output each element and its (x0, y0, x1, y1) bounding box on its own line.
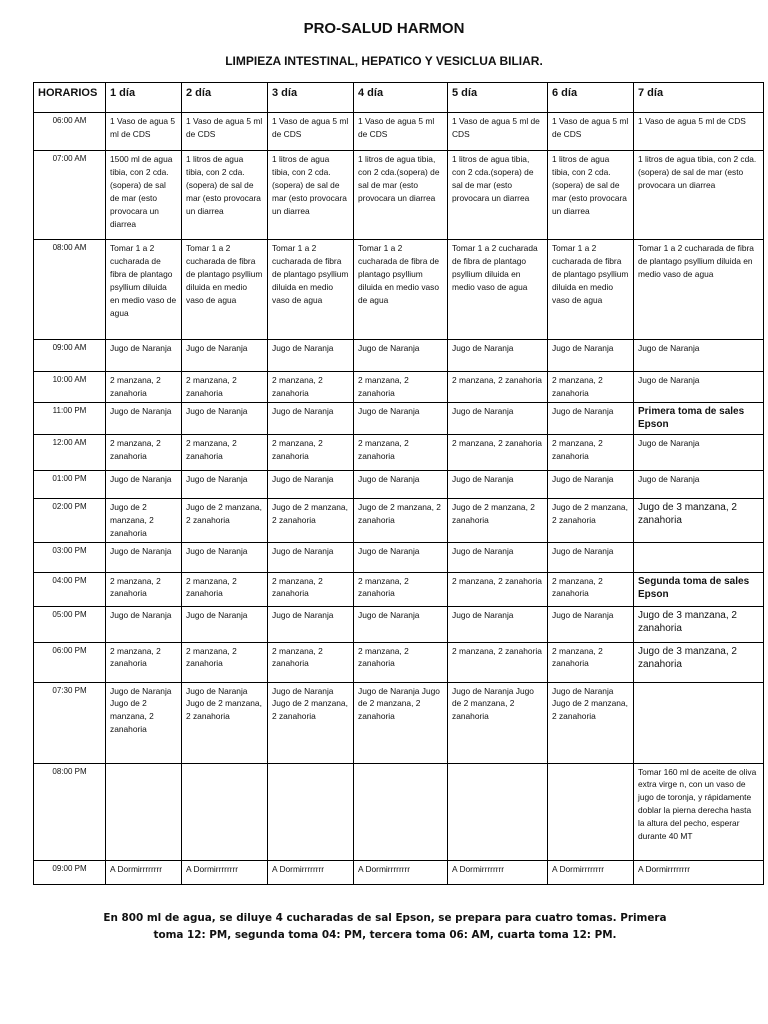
time-cell: 04:00 PM (34, 572, 106, 606)
time-cell: 05:00 PM (34, 606, 106, 642)
schedule-cell: Tomar 1 a 2 cucharada de fibra de plantago psyllium diluida en medio vaso de agua (354, 240, 448, 340)
schedule-cell: Jugo de Naranja (354, 402, 448, 434)
schedule-cell: Jugo de Naranja (268, 340, 354, 372)
footer-line: toma 12: PM, segunda toma 04: PM, tercera toma 06: AM, cuarta toma 12: PM. (153, 929, 617, 941)
schedule-cell: Tomar 1 a 2 cucharada de fibra de plantago psyllium diluida en medio vaso de agua (448, 240, 548, 340)
schedule-cell: Jugo de 2 manzana, 2 zanahoria (268, 498, 354, 542)
schedule-cell: Jugo de Naranja Jugo de 2 manzana, 2 zanahoria (268, 682, 354, 763)
schedule-cell: Jugo de Naranja (354, 542, 448, 572)
time-cell: 06:00 PM (34, 642, 106, 682)
schedule-cell: Tomar 1 a 2 cucharada de fibra de plantago psyllium diluida en medio vaso de agua (548, 240, 634, 340)
table-row (34, 642, 764, 682)
schedule-cell (448, 763, 548, 860)
schedule-cell: Tomar 160 ml de aceite de oliva extra virge n, con un vaso de jugo de toronja, y rápidamente doblar la pierna derecha hasta la altura del pecho, esperar durante 40 MT (634, 763, 764, 860)
schedule-cell: Jugo de Naranja (268, 542, 354, 572)
schedule-cell: 1 Vaso de agua 5 ml de CDS (548, 113, 634, 151)
document-subtitle: LIMPIEZA INTESTINAL, HEPATICO Y VESICLUA BILIAR. (225, 54, 543, 68)
schedule-cell: Jugo de 3 manzana, 2 zanahoria (634, 642, 764, 682)
schedule-cell: Jugo de Naranja (548, 470, 634, 498)
time-cell: 08:00 AM (34, 240, 106, 340)
schedule-cell: 2 manzana, 2 zanahoria (448, 372, 548, 403)
schedule-cell (634, 682, 764, 763)
table-row (34, 372, 764, 403)
schedule-cell: 2 manzana, 2 zanahoria (548, 642, 634, 682)
table-row (34, 542, 764, 572)
schedule-cell: Jugo de Naranja Jugo de 2 manzana, 2 zanahoria (548, 682, 634, 763)
table-row (34, 151, 764, 240)
schedule-cell (182, 763, 268, 860)
schedule-cell: Jugo de 2 manzana, 2 zanahoria (548, 498, 634, 542)
schedule-cell: 2 manzana, 2 zanahoria (548, 572, 634, 606)
schedule-cell: Jugo de 2 manzana, 2 zanahoria (448, 498, 548, 542)
schedule-cell: A Dormirrrrrrrr (634, 860, 764, 884)
schedule-cell: Jugo de 2 manzana, 2 zanahoria (106, 498, 182, 542)
table-row (34, 240, 764, 340)
time-cell: 07:30 PM (34, 682, 106, 763)
schedule-cell: A Dormirrrrrrrr (182, 860, 268, 884)
schedule-cell: 1 litros de agua tibia, con 2 cda.(sopera) de sal de mar (esto provocara un diarrea (448, 151, 548, 240)
schedule-cell: Jugo de Naranja (634, 340, 764, 372)
schedule-cell: Jugo de Naranja (548, 402, 634, 434)
schedule-cell: Jugo de Naranja Jugo de 2 manzana, 2 zanahoria (182, 682, 268, 763)
column-header: HORARIOS (34, 83, 106, 113)
schedule-cell: 2 manzana, 2 zanahoria (182, 372, 268, 403)
column-header: 5 día (448, 83, 548, 113)
time-cell: 02:00 PM (34, 498, 106, 542)
schedule-cell: 2 manzana, 2 zanahoria (268, 434, 354, 470)
schedule-cell: Jugo de Naranja (354, 470, 448, 498)
schedule-cell: 2 manzana, 2 zanahoria (354, 572, 448, 606)
schedule-cell: Jugo de 2 manzana, 2 zanahoria (354, 498, 448, 542)
schedule-cell: Jugo de Naranja (268, 470, 354, 498)
schedule-cell: Jugo de Naranja (182, 402, 268, 434)
time-cell: 03:00 PM (34, 542, 106, 572)
table-row (34, 402, 764, 434)
schedule-cell: Primera toma de sales Epson (634, 402, 764, 434)
time-cell: 06:00 AM (34, 113, 106, 151)
schedule-cell: 2 manzana, 2 zanahoria (268, 372, 354, 403)
schedule-cell: 2 manzana, 2 zanahoria (106, 642, 182, 682)
schedule-cell: 1 Vaso de agua 5 ml de CDS (268, 113, 354, 151)
schedule-cell: Jugo de Naranja (106, 340, 182, 372)
column-header: 3 día (268, 83, 354, 113)
column-header: 1 día (106, 83, 182, 113)
schedule-cell: Jugo de 2 manzana, 2 zanahoria (182, 498, 268, 542)
schedule-cell: 2 manzana, 2 zanahoria (448, 642, 548, 682)
table-row (34, 470, 764, 498)
schedule-cell: Jugo de Naranja (182, 606, 268, 642)
schedule-cell: Jugo de Naranja (448, 542, 548, 572)
table-row (34, 763, 764, 860)
schedule-cell: Jugo de Naranja (354, 606, 448, 642)
time-cell: 12:00 AM (34, 434, 106, 470)
schedule-cell: 2 manzana, 2 zanahoria (182, 572, 268, 606)
table-row (34, 860, 764, 884)
schedule-cell: 1 Vaso de agua 5 ml de CDS (354, 113, 448, 151)
schedule-cell: 1 litros de agua tibia, con 2 cda.(sopera) de sal de mar (esto provocara un diarrea (548, 151, 634, 240)
schedule-cell: 2 manzana, 2 zanahoria (548, 372, 634, 403)
time-cell: 08:00 PM (34, 763, 106, 860)
schedule-cell: 2 manzana, 2 zanahoria (106, 372, 182, 403)
table-row (34, 113, 764, 151)
schedule-cell: A Dormirrrrrrrr (354, 860, 448, 884)
schedule-cell: Jugo de Naranja (448, 402, 548, 434)
schedule-cell: Jugo de Naranja (182, 470, 268, 498)
table-row (34, 606, 764, 642)
time-cell: 01:00 PM (34, 470, 106, 498)
schedule-cell: Jugo de Naranja (634, 470, 764, 498)
schedule-cell: 2 manzana, 2 zanahoria (268, 642, 354, 682)
schedule-cell: Jugo de Naranja (634, 434, 764, 470)
schedule-cell: 1500 ml de agua tibia, con 2 cda.(sopera) de sal de mar (esto provocara un diarrea (106, 151, 182, 240)
time-cell: 11:00 PM (34, 402, 106, 434)
schedule-cell (548, 763, 634, 860)
schedule-table (33, 82, 764, 885)
schedule-cell: Jugo de Naranja Jugo de 2 manzana, 2 zanahoria (448, 682, 548, 763)
schedule-cell: 1 Vaso de agua 5 ml de CDS (448, 113, 548, 151)
schedule-cell: Jugo de Naranja (548, 542, 634, 572)
table-row (34, 498, 764, 542)
column-header: 4 día (354, 83, 448, 113)
schedule-cell: A Dormirrrrrrrr (268, 860, 354, 884)
schedule-cell: 2 manzana, 2 zanahoria (182, 642, 268, 682)
schedule-cell: Jugo de Naranja (182, 542, 268, 572)
schedule-cell: 2 manzana, 2 zanahoria (182, 434, 268, 470)
schedule-cell: Jugo de Naranja (448, 470, 548, 498)
schedule-cell: Segunda toma de sales Epson (634, 572, 764, 606)
schedule-cell: A Dormirrrrrrrr (106, 860, 182, 884)
schedule-cell (268, 763, 354, 860)
column-header: 6 día (548, 83, 634, 113)
schedule-cell: Tomar 1 a 2 cucharada de fibra de plantago psyllium diluida en medio vaso de agua (106, 240, 182, 340)
footer-line: En 800 ml de agua, se diluye 4 cucharadas de sal Epson, se prepara para cuatro tomas. Primera (103, 912, 667, 924)
schedule-cell: 2 manzana, 2 zanahoria (354, 434, 448, 470)
schedule-cell: Jugo de Naranja (548, 606, 634, 642)
document-title: PRO-SALUD HARMON (303, 20, 465, 37)
schedule-cell: Jugo de Naranja (448, 340, 548, 372)
schedule-cell: Jugo de Naranja (268, 606, 354, 642)
table-row (34, 340, 764, 372)
schedule-body (34, 113, 764, 885)
schedule-cell: Tomar 1 a 2 cucharada de fibra de plantago psyllium diluida en medio vaso de agua (182, 240, 268, 340)
schedule-cell (354, 763, 448, 860)
schedule-cell: 2 manzana, 2 zanahoria (354, 642, 448, 682)
schedule-cell: Jugo de Naranja (106, 606, 182, 642)
schedule-cell: A Dormirrrrrrrr (448, 860, 548, 884)
schedule-cell: Jugo de Naranja Jugo de 2 manzana, 2 zanahoria (354, 682, 448, 763)
schedule-cell: Jugo de Naranja (106, 542, 182, 572)
schedule-cell: Jugo de 3 manzana, 2 zanahoria (634, 498, 764, 542)
schedule-cell: Jugo de 3 manzana, 2 zanahoria (634, 606, 764, 642)
schedule-cell (106, 763, 182, 860)
schedule-cell: Jugo de Naranja Jugo de 2 manzana, 2 zanahoria (106, 682, 182, 763)
table-header-row (34, 83, 764, 113)
column-header: 7 día (634, 83, 764, 113)
schedule-cell: 1 litros de agua tibia, con 2 cda.(sopera) de sal de mar (esto provocara un diarrea (354, 151, 448, 240)
schedule-cell: 1 litros de agua tibia, con 2 cda.(sopera) de sal de mar (esto provocara un diarrea (634, 151, 764, 240)
schedule-cell: 1 litros de agua tibia, con 2 cda.(sopera) de sal de mar (esto provocara un diarrea (268, 151, 354, 240)
schedule-cell: Jugo de Naranja (268, 402, 354, 434)
schedule-cell: 2 manzana, 2 zanahoria (354, 372, 448, 403)
table-row (34, 434, 764, 470)
schedule-cell: 2 manzana, 2 zanahoria (268, 572, 354, 606)
schedule-cell: 1 Vaso de agua 5 ml de CDS (182, 113, 268, 151)
time-cell: 10:00 AM (34, 372, 106, 403)
time-cell: 07:00 AM (34, 151, 106, 240)
schedule-cell: A Dormirrrrrrrr (548, 860, 634, 884)
time-cell: 09:00 PM (34, 860, 106, 884)
footer-note (60, 910, 710, 944)
column-header: 2 día (182, 83, 268, 113)
schedule-cell: Jugo de Naranja (354, 340, 448, 372)
schedule-cell: 2 manzana, 2 zanahoria (548, 434, 634, 470)
schedule-cell: 1 Vaso de agua 5 ml de CDS (106, 113, 182, 151)
schedule-cell: Tomar 1 a 2 cucharada de fibra de plantago psyllium diluida en medio vaso de agua (268, 240, 354, 340)
schedule-cell: Jugo de Naranja (106, 470, 182, 498)
schedule-cell: 2 manzana, 2 zanahoria (448, 572, 548, 606)
schedule-cell: 2 manzana, 2 zanahoria (448, 434, 548, 470)
time-cell: 09:00 AM (34, 340, 106, 372)
schedule-cell: Jugo de Naranja (448, 606, 548, 642)
schedule-cell: Jugo de Naranja (634, 372, 764, 403)
table-row (34, 682, 764, 763)
table-row (34, 572, 764, 606)
schedule-cell: 1 Vaso de agua 5 ml de CDS (634, 113, 764, 151)
schedule-cell: Jugo de Naranja (106, 402, 182, 434)
schedule-cell: Tomar 1 a 2 cucharada de fibra de plantago psyllium diluida en medio vaso de agua (634, 240, 764, 340)
schedule-cell: 2 manzana, 2 zanahoria (106, 434, 182, 470)
schedule-cell: 2 manzana, 2 zanahoria (106, 572, 182, 606)
schedule-cell (634, 542, 764, 572)
schedule-cell: Jugo de Naranja (182, 340, 268, 372)
schedule-cell: 1 litros de agua tibia, con 2 cda.(sopera) de sal de mar (esto provocara un diarrea (182, 151, 268, 240)
schedule-cell: Jugo de Naranja (548, 340, 634, 372)
